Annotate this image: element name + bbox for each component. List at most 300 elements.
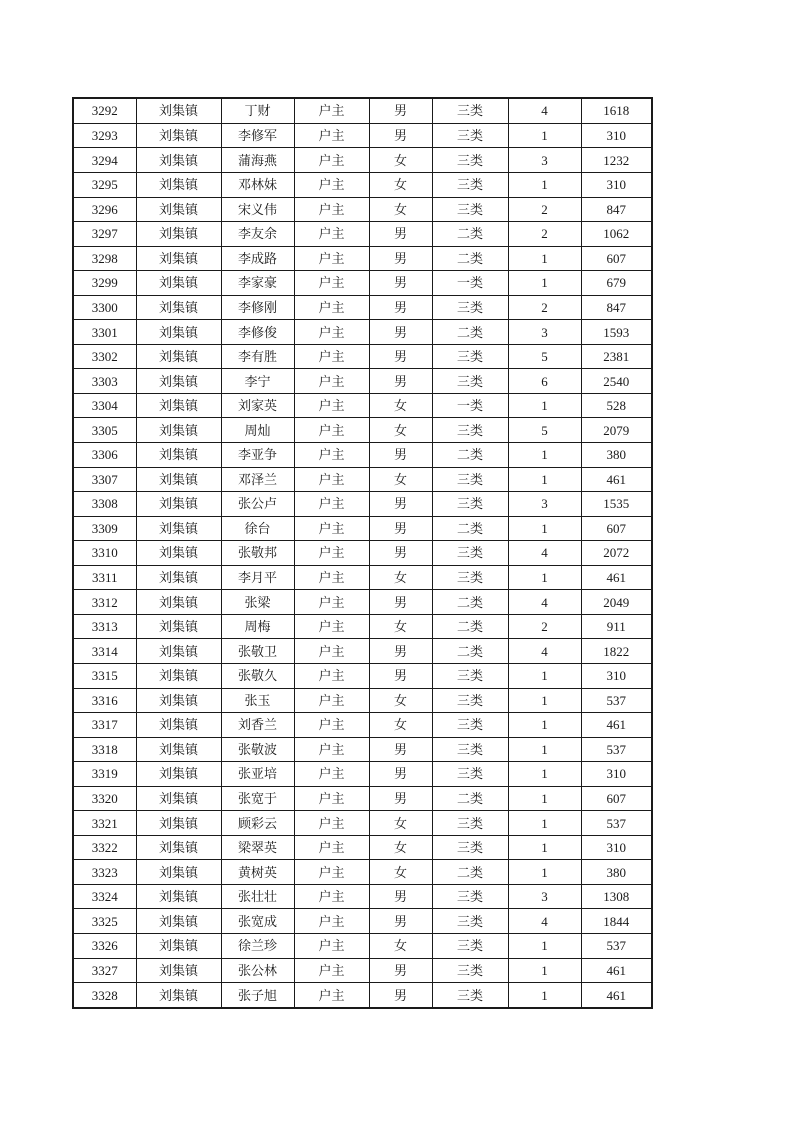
cell-gender: 男 [369,737,432,762]
cell-relation: 户主 [294,737,369,762]
cell-id: 3311 [73,565,136,590]
cell-category: 三类 [432,492,508,517]
cell-name: 徐兰珍 [221,933,294,958]
cell-gender: 男 [369,909,432,934]
cell-town: 刘集镇 [136,909,221,934]
cell-category: 三类 [432,173,508,198]
table-row [73,393,652,418]
cell-name: 丁财 [221,98,294,123]
cell-count: 5 [508,344,581,369]
cell-name: 李宁 [221,369,294,394]
cell-category: 二类 [432,590,508,615]
cell-id: 3323 [73,860,136,885]
cell-gender: 男 [369,344,432,369]
cell-amount: 1308 [581,884,652,909]
cell-id: 3308 [73,492,136,517]
cell-town: 刘集镇 [136,173,221,198]
table-row [73,443,652,468]
cell-count: 1 [508,737,581,762]
cell-id: 3303 [73,369,136,394]
cell-gender: 男 [369,639,432,664]
cell-relation: 户主 [294,222,369,247]
cell-town: 刘集镇 [136,811,221,836]
cell-town: 刘集镇 [136,197,221,222]
cell-relation: 户主 [294,541,369,566]
cell-name: 张敬久 [221,663,294,688]
cell-town: 刘集镇 [136,148,221,173]
cell-count: 4 [508,98,581,123]
cell-gender: 女 [369,197,432,222]
cell-relation: 户主 [294,492,369,517]
table-row [73,320,652,345]
cell-relation: 户主 [294,173,369,198]
household-table-body [73,98,652,1008]
cell-id: 3313 [73,614,136,639]
cell-category: 一类 [432,393,508,418]
cell-category: 三类 [432,98,508,123]
cell-gender: 男 [369,541,432,566]
cell-amount: 461 [581,713,652,738]
cell-relation: 户主 [294,369,369,394]
table-row [73,98,652,123]
cell-id: 3298 [73,246,136,271]
cell-count: 4 [508,541,581,566]
cell-category: 二类 [432,639,508,664]
cell-gender: 男 [369,320,432,345]
table-row [73,344,652,369]
cell-gender: 男 [369,762,432,787]
cell-gender: 男 [369,222,432,247]
cell-amount: 461 [581,958,652,983]
cell-town: 刘集镇 [136,320,221,345]
cell-gender: 女 [369,565,432,590]
cell-town: 刘集镇 [136,884,221,909]
cell-name: 周灿 [221,418,294,443]
cell-town: 刘集镇 [136,271,221,296]
table-row [73,516,652,541]
cell-id: 3299 [73,271,136,296]
cell-id: 3317 [73,713,136,738]
table-row [73,639,652,664]
cell-name: 张敬邦 [221,541,294,566]
cell-town: 刘集镇 [136,663,221,688]
cell-category: 一类 [432,271,508,296]
cell-relation: 户主 [294,98,369,123]
cell-relation: 户主 [294,860,369,885]
cell-relation: 户主 [294,320,369,345]
cell-town: 刘集镇 [136,590,221,615]
cell-name: 张敬波 [221,737,294,762]
cell-relation: 户主 [294,835,369,860]
cell-amount: 380 [581,860,652,885]
table-row [73,590,652,615]
cell-category: 二类 [432,443,508,468]
cell-amount: 1844 [581,909,652,934]
cell-id: 3316 [73,688,136,713]
table-row [73,492,652,517]
table-row [73,565,652,590]
cell-relation: 户主 [294,933,369,958]
cell-category: 三类 [432,958,508,983]
cell-gender: 女 [369,835,432,860]
cell-count: 4 [508,909,581,934]
cell-id: 3320 [73,786,136,811]
cell-amount: 1822 [581,639,652,664]
cell-relation: 户主 [294,123,369,148]
cell-category: 三类 [432,295,508,320]
cell-category: 三类 [432,565,508,590]
cell-name: 邓泽兰 [221,467,294,492]
cell-gender: 男 [369,516,432,541]
table-row [73,541,652,566]
cell-name: 张宽成 [221,909,294,934]
cell-town: 刘集镇 [136,443,221,468]
cell-relation: 户主 [294,246,369,271]
cell-gender: 女 [369,811,432,836]
cell-count: 1 [508,663,581,688]
cell-gender: 男 [369,492,432,517]
table-row [73,835,652,860]
table-row [73,860,652,885]
cell-count: 1 [508,786,581,811]
cell-amount: 461 [581,983,652,1008]
cell-id: 3305 [73,418,136,443]
cell-amount: 2079 [581,418,652,443]
cell-relation: 户主 [294,418,369,443]
cell-count: 1 [508,246,581,271]
cell-amount: 911 [581,614,652,639]
cell-amount: 1535 [581,492,652,517]
cell-relation: 户主 [294,884,369,909]
cell-name: 刘香兰 [221,713,294,738]
table-row [73,467,652,492]
cell-amount: 310 [581,173,652,198]
cell-relation: 户主 [294,713,369,738]
cell-town: 刘集镇 [136,123,221,148]
cell-count: 1 [508,565,581,590]
cell-count: 1 [508,516,581,541]
cell-category: 二类 [432,246,508,271]
cell-amount: 1618 [581,98,652,123]
cell-amount: 607 [581,246,652,271]
cell-name: 张公林 [221,958,294,983]
table-row [73,688,652,713]
cell-count: 1 [508,762,581,787]
cell-count: 1 [508,983,581,1008]
table-row [73,884,652,909]
cell-name: 张子旭 [221,983,294,1008]
cell-gender: 女 [369,418,432,443]
cell-count: 1 [508,393,581,418]
cell-town: 刘集镇 [136,369,221,394]
cell-amount: 2072 [581,541,652,566]
cell-amount: 1232 [581,148,652,173]
cell-id: 3301 [73,320,136,345]
cell-category: 三类 [432,148,508,173]
cell-category: 三类 [432,737,508,762]
cell-id: 3327 [73,958,136,983]
cell-count: 1 [508,271,581,296]
cell-count: 1 [508,713,581,738]
cell-count: 5 [508,418,581,443]
cell-town: 刘集镇 [136,467,221,492]
cell-relation: 户主 [294,811,369,836]
cell-gender: 男 [369,884,432,909]
cell-amount: 2381 [581,344,652,369]
cell-name: 张宽于 [221,786,294,811]
cell-amount: 528 [581,393,652,418]
cell-id: 3300 [73,295,136,320]
cell-category: 三类 [432,884,508,909]
table-row [73,222,652,247]
cell-category: 三类 [432,713,508,738]
table-row [73,197,652,222]
cell-id: 3309 [73,516,136,541]
cell-id: 3326 [73,933,136,958]
cell-name: 刘家英 [221,393,294,418]
cell-category: 三类 [432,369,508,394]
cell-count: 2 [508,197,581,222]
cell-count: 1 [508,467,581,492]
cell-relation: 户主 [294,443,369,468]
cell-town: 刘集镇 [136,983,221,1008]
cell-count: 1 [508,958,581,983]
table-row [73,958,652,983]
cell-category: 三类 [432,467,508,492]
table-row [73,762,652,787]
table-row [73,173,652,198]
cell-gender: 女 [369,860,432,885]
cell-town: 刘集镇 [136,762,221,787]
cell-category: 三类 [432,418,508,443]
cell-town: 刘集镇 [136,786,221,811]
cell-name: 邓林妹 [221,173,294,198]
cell-id: 3324 [73,884,136,909]
table-row [73,663,652,688]
cell-amount: 537 [581,688,652,713]
cell-id: 3296 [73,197,136,222]
cell-gender: 女 [369,933,432,958]
cell-town: 刘集镇 [136,639,221,664]
cell-town: 刘集镇 [136,860,221,885]
cell-gender: 男 [369,663,432,688]
cell-relation: 户主 [294,786,369,811]
cell-amount: 679 [581,271,652,296]
cell-count: 1 [508,811,581,836]
cell-relation: 户主 [294,614,369,639]
cell-gender: 女 [369,614,432,639]
cell-gender: 女 [369,393,432,418]
cell-amount: 607 [581,516,652,541]
cell-id: 3304 [73,393,136,418]
table-row [73,246,652,271]
cell-count: 1 [508,173,581,198]
cell-count: 2 [508,614,581,639]
table-row [73,271,652,296]
cell-category: 二类 [432,320,508,345]
cell-id: 3306 [73,443,136,468]
cell-relation: 户主 [294,590,369,615]
cell-id: 3312 [73,590,136,615]
cell-name: 张壮壮 [221,884,294,909]
cell-amount: 380 [581,443,652,468]
cell-gender: 女 [369,173,432,198]
table-row [73,148,652,173]
cell-relation: 户主 [294,762,369,787]
cell-category: 二类 [432,516,508,541]
cell-name: 蒲海燕 [221,148,294,173]
cell-id: 3295 [73,173,136,198]
cell-category: 三类 [432,909,508,934]
cell-count: 2 [508,295,581,320]
table-row [73,737,652,762]
cell-town: 刘集镇 [136,418,221,443]
cell-id: 3319 [73,762,136,787]
cell-amount: 310 [581,762,652,787]
cell-town: 刘集镇 [136,344,221,369]
cell-town: 刘集镇 [136,835,221,860]
cell-relation: 户主 [294,271,369,296]
cell-count: 3 [508,148,581,173]
cell-name: 徐台 [221,516,294,541]
cell-count: 3 [508,492,581,517]
cell-amount: 2049 [581,590,652,615]
cell-category: 三类 [432,541,508,566]
cell-town: 刘集镇 [136,614,221,639]
cell-category: 三类 [432,762,508,787]
cell-town: 刘集镇 [136,246,221,271]
cell-gender: 男 [369,443,432,468]
cell-count: 1 [508,835,581,860]
cell-id: 3293 [73,123,136,148]
cell-amount: 847 [581,197,652,222]
cell-name: 张玉 [221,688,294,713]
cell-town: 刘集镇 [136,393,221,418]
cell-gender: 男 [369,271,432,296]
cell-town: 刘集镇 [136,98,221,123]
cell-town: 刘集镇 [136,541,221,566]
cell-id: 3318 [73,737,136,762]
table-row [73,811,652,836]
cell-town: 刘集镇 [136,295,221,320]
cell-relation: 户主 [294,344,369,369]
cell-count: 6 [508,369,581,394]
cell-category: 二类 [432,222,508,247]
cell-town: 刘集镇 [136,222,221,247]
cell-gender: 女 [369,467,432,492]
cell-id: 3310 [73,541,136,566]
cell-relation: 户主 [294,197,369,222]
cell-name: 宋义伟 [221,197,294,222]
cell-name: 李成路 [221,246,294,271]
cell-gender: 男 [369,369,432,394]
cell-name: 张敬卫 [221,639,294,664]
cell-gender: 男 [369,98,432,123]
cell-relation: 户主 [294,148,369,173]
table-row [73,983,652,1008]
cell-gender: 男 [369,983,432,1008]
cell-gender: 男 [369,295,432,320]
cell-amount: 847 [581,295,652,320]
cell-count: 3 [508,320,581,345]
cell-town: 刘集镇 [136,958,221,983]
cell-category: 二类 [432,860,508,885]
cell-relation: 户主 [294,295,369,320]
cell-name: 李修刚 [221,295,294,320]
cell-count: 4 [508,590,581,615]
cell-town: 刘集镇 [136,516,221,541]
cell-category: 三类 [432,933,508,958]
cell-name: 李修俊 [221,320,294,345]
cell-name: 黄树英 [221,860,294,885]
cell-count: 1 [508,688,581,713]
cell-category: 三类 [432,811,508,836]
cell-id: 3315 [73,663,136,688]
cell-relation: 户主 [294,958,369,983]
cell-amount: 537 [581,737,652,762]
cell-name: 李家豪 [221,271,294,296]
cell-relation: 户主 [294,663,369,688]
cell-id: 3325 [73,909,136,934]
cell-name: 张亚培 [221,762,294,787]
cell-amount: 537 [581,933,652,958]
household-table [72,97,653,1009]
table-row [73,786,652,811]
cell-category: 三类 [432,344,508,369]
table-row [73,909,652,934]
cell-gender: 男 [369,590,432,615]
cell-category: 三类 [432,663,508,688]
cell-amount: 461 [581,565,652,590]
cell-category: 三类 [432,835,508,860]
cell-id: 3297 [73,222,136,247]
cell-gender: 女 [369,148,432,173]
cell-id: 3307 [73,467,136,492]
cell-id: 3322 [73,835,136,860]
cell-gender: 男 [369,786,432,811]
cell-category: 二类 [432,614,508,639]
table-row [73,713,652,738]
cell-amount: 607 [581,786,652,811]
cell-amount: 461 [581,467,652,492]
cell-gender: 女 [369,713,432,738]
cell-relation: 户主 [294,516,369,541]
cell-gender: 男 [369,958,432,983]
cell-category: 三类 [432,983,508,1008]
table-row [73,295,652,320]
cell-relation: 户主 [294,565,369,590]
cell-relation: 户主 [294,639,369,664]
cell-name: 顾彩云 [221,811,294,836]
cell-town: 刘集镇 [136,688,221,713]
cell-id: 3328 [73,983,136,1008]
cell-amount: 2540 [581,369,652,394]
cell-name: 李月平 [221,565,294,590]
cell-id: 3321 [73,811,136,836]
cell-category: 三类 [432,688,508,713]
cell-town: 刘集镇 [136,565,221,590]
cell-town: 刘集镇 [136,492,221,517]
cell-amount: 310 [581,835,652,860]
cell-name: 李友余 [221,222,294,247]
cell-id: 3302 [73,344,136,369]
cell-count: 2 [508,222,581,247]
table-row [73,369,652,394]
cell-count: 1 [508,933,581,958]
cell-town: 刘集镇 [136,933,221,958]
cell-count: 4 [508,639,581,664]
cell-gender: 男 [369,123,432,148]
